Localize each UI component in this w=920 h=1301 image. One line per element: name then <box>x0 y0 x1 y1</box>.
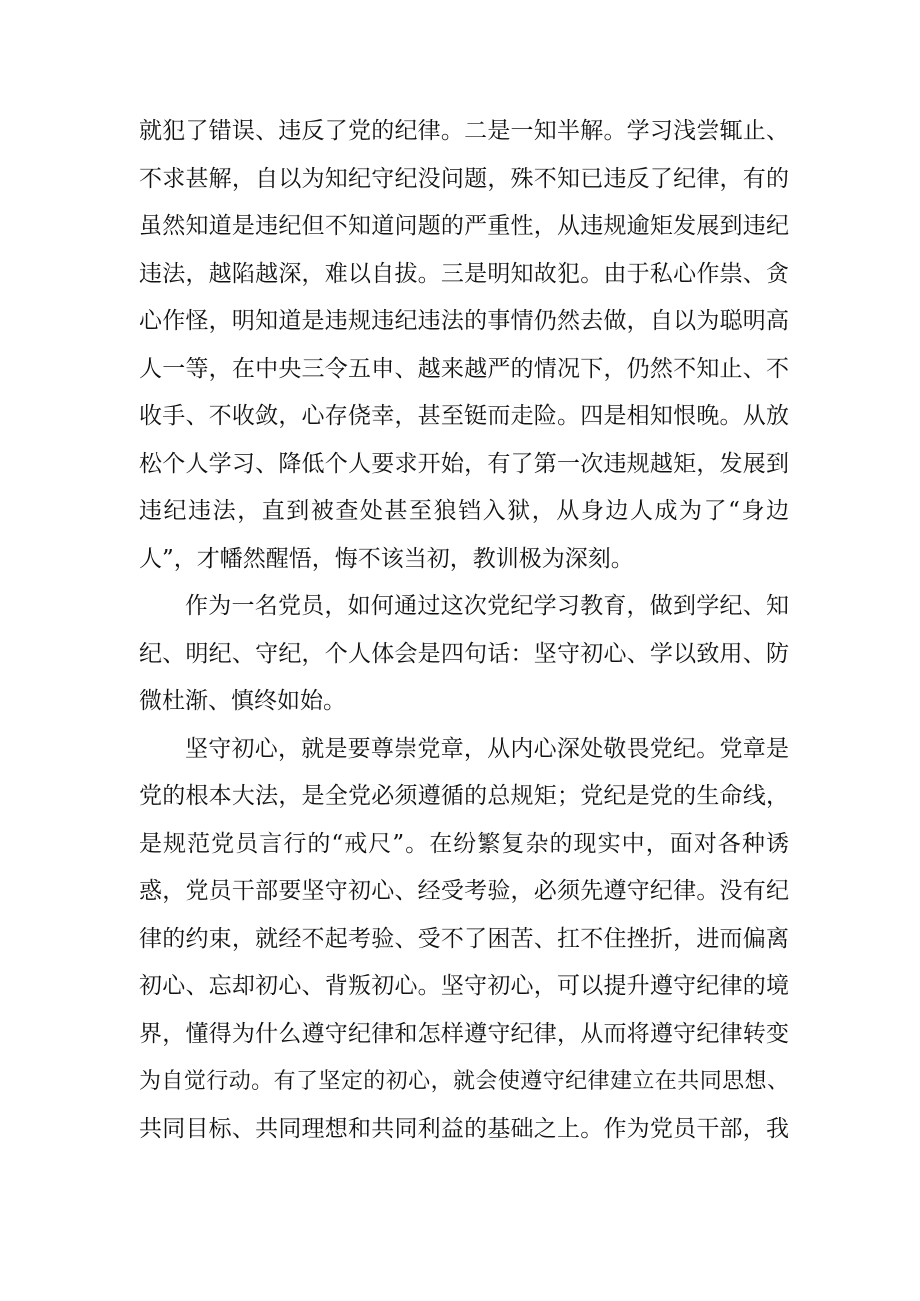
text-line: 律的约束，就经不起考验、受不了困苦、扛不住挫折，进而偏离 <box>139 925 789 952</box>
text-line: 纪、明纪、守纪，个人体会是四句话：坚守初心、学以致用、防 <box>139 640 789 667</box>
text-line: 收手、不收敛，心存侥幸，甚至铤而走险。四是相知恨晚。从放 <box>139 403 789 429</box>
text-line: 作为一名党员，如何通过这次党纪学习教育，做到学纪、知 <box>185 593 789 619</box>
text-line: 人”，才幡然醒悟，悔不该当初，教训极为深刻。 <box>139 545 634 572</box>
text-line: 共同目标、共同理想和共同利益的基础之上。作为党员干部，我 <box>139 1115 789 1142</box>
text-line: 人一等，在中央三令五申、越来越严的情况下，仍然不知止、不 <box>139 355 789 382</box>
text-line: 心作怪，明知道是违规违纪违法的事情仍然去做，自以为聪明高 <box>139 308 789 334</box>
text-line: 为自觉行动。有了坚定的初心，就会使遵守纪律建立在共同思想、 <box>139 1069 789 1094</box>
text-line: 松个人学习、降低个人要求开始，有了第一次违规越矩，发展到 <box>139 450 789 477</box>
text-line: 党的根本大法，是全党必须遵循的总规矩；党纪是党的生命线， <box>139 783 789 809</box>
text-line: 虽然知道是违纪但不知道问题的严重性，从违规逾矩发展到违纪 <box>139 213 789 239</box>
text-line: 就犯了错误、违反了党的纪律。二是一知半解。学习浅尝辄止、 <box>139 118 789 144</box>
text-line: 坚守初心，就是要尊崇党章，从内心深处敬畏党纪。党章是 <box>185 735 789 762</box>
text-line: 不求甚解，自以为知纪守纪没问题，殊不知已违反了纪律，有的 <box>139 165 789 192</box>
text-line: 违法，越陷越深，难以自拔。三是明知故犯。由于私心作祟、贪 <box>139 260 789 287</box>
text-line: 是规范党员言行的“戒尺”。在纷繁复杂的现实中，面对各种诱 <box>139 830 789 857</box>
document-body <box>139 108 789 1153</box>
text-line: 违纪违法，直到被查处甚至狼铛入狱，从身边人成为了“身边 <box>139 498 789 524</box>
text-line: 惑，党员干部要坚守初心、经受考验，必须先遵守纪律。没有纪 <box>139 878 789 904</box>
text-line: 微杜渐、慎终如始。 <box>139 688 346 714</box>
text-line: 初心、忘却初心、背叛初心。坚守初心，可以提升遵守纪律的境 <box>139 973 789 999</box>
text-line: 界，懂得为什么遵守纪律和怎样遵守纪律，从而将遵守纪律转变 <box>139 1020 789 1047</box>
